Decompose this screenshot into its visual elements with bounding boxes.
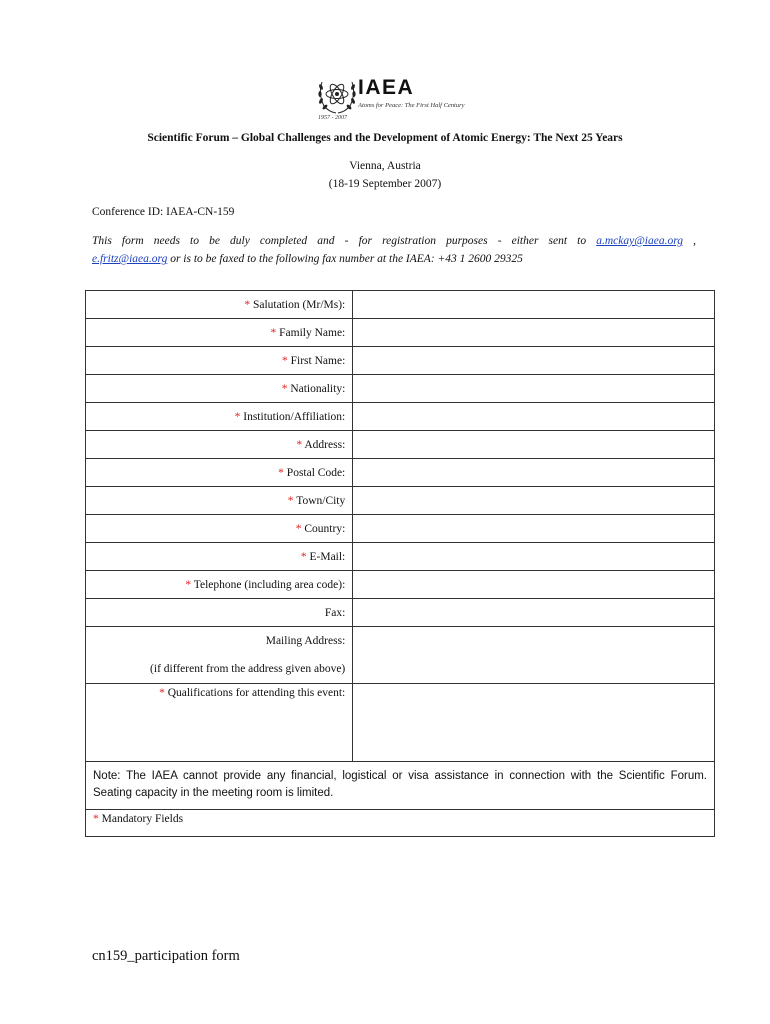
mailing-address-field[interactable]	[353, 627, 715, 684]
email-link-fritz[interactable]: e.fritz@iaea.org	[92, 253, 168, 265]
country-label	[86, 515, 353, 543]
intro-line-2	[92, 250, 523, 268]
required-marker: *	[234, 410, 241, 423]
telephone-label	[86, 571, 353, 599]
form-row-address	[86, 431, 715, 459]
qualifications-field[interactable]	[353, 684, 715, 762]
footer-filename: cn159_participation form	[92, 948, 240, 964]
required-marker: *	[296, 438, 303, 451]
logo-tagline: Atoms for Peace: The First Half Century	[358, 102, 465, 109]
mandatory-fields-text: Mandatory Fields	[101, 813, 184, 825]
form-row-institution	[86, 403, 715, 431]
logo-years: 1957 - 2007	[318, 115, 347, 121]
country-label-text: Country:	[304, 522, 346, 535]
mailing-address-label-text: Mailing Address:	[265, 635, 346, 647]
intro-line-1	[92, 232, 696, 250]
nationality-field[interactable]	[353, 375, 715, 403]
required-marker: *	[278, 466, 284, 479]
institution-label	[86, 403, 353, 431]
fax-label: Fax:	[86, 599, 353, 627]
telephone-field[interactable]	[353, 571, 715, 599]
required-marker: *	[300, 550, 307, 563]
required-marker: *	[282, 354, 288, 367]
required-marker: *	[270, 326, 277, 339]
mailing-address-note: (if different from the address given above)	[150, 663, 346, 675]
form-row-first-name	[86, 347, 715, 375]
logo-name: IAEA	[358, 76, 415, 99]
document-title: Scientific Forum – Global Challenges and the Development of Atomic Energy: The Next 25 Years	[147, 132, 623, 144]
nationality-label-text: Nationality:	[290, 382, 346, 395]
form-row-email	[86, 543, 715, 571]
form-row-town	[86, 487, 715, 515]
postal-code-label	[86, 459, 353, 487]
qualifications-label	[86, 684, 353, 762]
form-row-mailing-address	[86, 627, 715, 684]
email-field[interactable]	[353, 543, 715, 571]
form-row-telephone	[86, 571, 715, 599]
telephone-label-text: Telephone (including area code):	[193, 578, 346, 591]
address-label	[86, 431, 353, 459]
first-name-label	[86, 347, 353, 375]
intro-text: This form needs to be duly completed and - for registration purposes - either sent to	[92, 235, 587, 247]
family-name-label	[86, 319, 353, 347]
town-label	[86, 487, 353, 515]
venue-city: Vienna, Austria	[349, 160, 421, 172]
form-row-nationality	[86, 375, 715, 403]
form-row-mandatory	[86, 810, 715, 837]
required-marker: *	[159, 687, 165, 699]
family-name-label-text: Family Name:	[279, 326, 346, 339]
registration-form-table	[85, 290, 715, 837]
required-marker: *	[287, 494, 294, 507]
address-label-text: Address:	[304, 438, 346, 451]
institution-field[interactable]	[353, 403, 715, 431]
salutation-label-text: Salutation (Mr/Ms):	[252, 298, 346, 311]
form-row-qualifications	[86, 684, 715, 762]
form-row-family-name	[86, 319, 715, 347]
required-marker: *	[93, 813, 99, 825]
email-link-mckay[interactable]: a.mckay@iaea.org	[596, 235, 684, 247]
salutation-label	[86, 291, 353, 319]
form-row-note	[86, 762, 715, 810]
intro-fax-text: or is to be faxed to the following fax number at the IAEA: +43 1 2600 29325	[170, 253, 523, 265]
assistance-note: Note: The IAEA cannot provide any financial, logistical or visa assistance in connection with the Scientific Forum. Seating capacity in the meeting room is limited.	[86, 762, 715, 810]
required-marker: *	[281, 382, 288, 395]
email-label	[86, 543, 353, 571]
form-row-country	[86, 515, 715, 543]
mailing-address-label	[86, 627, 353, 684]
email-label-text: E-Mail:	[309, 550, 346, 563]
town-field[interactable]	[353, 487, 715, 515]
institution-label-text: Institution/Affiliation:	[243, 410, 346, 423]
form-row-fax	[86, 599, 715, 627]
required-marker: *	[185, 578, 192, 591]
form-row-postal-code	[86, 459, 715, 487]
conference-id: Conference ID: IAEA-CN-159	[92, 206, 235, 218]
salutation-field[interactable]	[353, 291, 715, 319]
venue-date: (18-19 September 2007)	[328, 178, 442, 190]
mandatory-fields-legend	[86, 810, 715, 837]
town-label-text: Town/City	[296, 494, 346, 507]
atom-olive-wreath-icon	[316, 74, 358, 118]
required-marker: *	[295, 522, 302, 535]
intro-separator: ,	[693, 235, 697, 247]
fax-field[interactable]	[353, 599, 715, 627]
required-marker: *	[244, 298, 251, 311]
qualifications-label-text: Qualifications for attending this event:	[167, 687, 346, 699]
country-field[interactable]	[353, 515, 715, 543]
family-name-field[interactable]	[353, 319, 715, 347]
postal-code-field[interactable]	[353, 459, 715, 487]
first-name-field[interactable]	[353, 347, 715, 375]
postal-code-label-text: Postal Code:	[286, 466, 346, 479]
form-row-salutation	[86, 291, 715, 319]
nationality-label	[86, 375, 353, 403]
iaea-logo	[316, 74, 486, 124]
first-name-label-text: First Name:	[290, 354, 346, 367]
address-field[interactable]	[353, 431, 715, 459]
